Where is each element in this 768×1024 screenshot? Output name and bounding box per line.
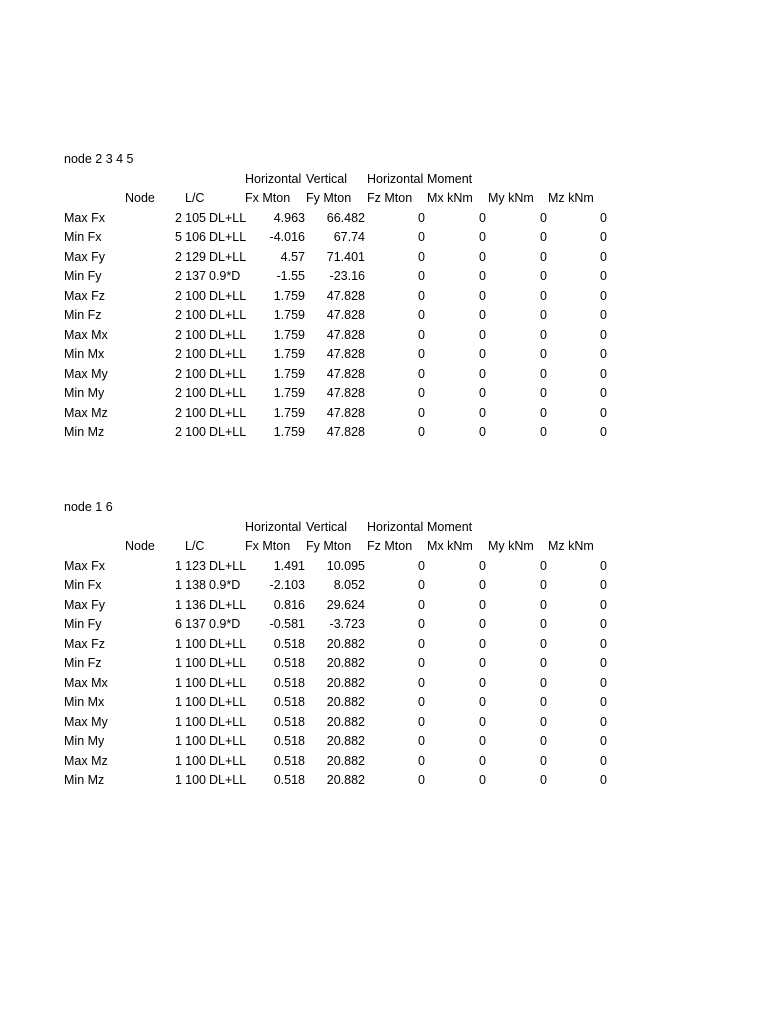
- cell-my: 0: [540, 578, 547, 592]
- cell-node: 1: [175, 734, 182, 748]
- table-row: [0, 248, 768, 268]
- cell-fy: 47.828: [326, 308, 365, 322]
- cell-my: 0: [540, 327, 547, 342]
- cell-mx: 0: [479, 597, 486, 612]
- row-label: Max Fz: [64, 288, 105, 303]
- cell-my: 0: [540, 695, 547, 709]
- cell-mx: 0: [479, 327, 486, 342]
- cell-node: 2: [175, 249, 182, 264]
- section-title: node 2 3 4 5: [64, 152, 134, 166]
- cell-fz: 0: [418, 347, 425, 361]
- cell-node: 1: [175, 558, 182, 573]
- cell-lc-name: DL+LL: [209, 210, 247, 225]
- cell-lc-number: 137: [185, 269, 206, 283]
- header-node: Node: [125, 539, 155, 553]
- group-header-row: [0, 170, 768, 190]
- cell-mx: 0: [479, 773, 486, 787]
- table-row: [0, 384, 768, 404]
- cell-fy: 47.828: [326, 347, 365, 361]
- cell-my: 0: [540, 675, 547, 690]
- table-row: [0, 326, 768, 346]
- group-header-horizontal: Horizontal: [245, 171, 302, 186]
- cell-fx: 4.963: [273, 210, 305, 225]
- cell-fx: 1.759: [273, 386, 305, 400]
- header-mx: Mx kNm: [427, 539, 473, 553]
- cell-fy: 10.095: [326, 558, 365, 573]
- cell-fz: 0: [418, 386, 425, 400]
- cell-my: 0: [540, 230, 547, 244]
- cell-lc-number: 100: [185, 366, 206, 381]
- cell-lc-number: 136: [185, 597, 206, 612]
- cell-fz: 0: [418, 753, 425, 768]
- cell-mz: 0: [600, 695, 607, 709]
- cell-node: 1: [175, 714, 182, 729]
- cell-lc-name: DL+LL: [209, 386, 247, 400]
- row-label: Max Mz: [64, 405, 108, 420]
- cell-node: 1: [175, 675, 182, 690]
- cell-node: 2: [175, 347, 182, 361]
- cell-lc-name: 0.9*D: [209, 269, 241, 283]
- cell-lc-number: 100: [185, 636, 206, 651]
- cell-fy: 20.882: [326, 773, 365, 787]
- group-header-horizontal: Horizontal: [245, 519, 302, 534]
- cell-lc-number: 100: [185, 714, 206, 729]
- row-label: Min Fy: [64, 269, 102, 283]
- cell-lc-number: 138: [185, 578, 206, 592]
- cell-mz: 0: [600, 636, 607, 651]
- table-row: [0, 732, 768, 752]
- cell-lc-number: 100: [185, 773, 206, 787]
- cell-node: 2: [175, 425, 182, 439]
- section-title-row: [0, 498, 768, 518]
- cell-lc-name: DL+LL: [209, 675, 247, 690]
- cell-mz: 0: [600, 578, 607, 592]
- row-label: Min Fx: [64, 578, 102, 592]
- cell-node: 1: [175, 636, 182, 651]
- row-label: Max Fz: [64, 636, 105, 651]
- cell-fx: 0.518: [273, 695, 305, 709]
- row-label: Min Fy: [64, 617, 102, 631]
- cell-lc-number: 100: [185, 734, 206, 748]
- row-label: Min Mz: [64, 773, 105, 787]
- cell-mz: 0: [600, 617, 607, 631]
- cell-my: 0: [540, 249, 547, 264]
- header-my: My kNm: [488, 191, 534, 205]
- cell-fx: -4.016: [269, 230, 305, 244]
- cell-fz: 0: [418, 288, 425, 303]
- header-fy: Fy Mton: [306, 191, 352, 205]
- column-header-row: [0, 189, 768, 209]
- cell-lc-name: DL+LL: [209, 308, 247, 322]
- cell-fy: 29.624: [326, 597, 365, 612]
- cell-mz: 0: [600, 773, 607, 787]
- cell-mz: 0: [600, 366, 607, 381]
- cell-my: 0: [540, 210, 547, 225]
- cell-lc-name: DL+LL: [209, 656, 247, 670]
- header-fx: Fx Mton: [245, 191, 291, 205]
- cell-fy: 20.882: [326, 714, 365, 729]
- table-row: [0, 267, 768, 287]
- cell-my: 0: [540, 558, 547, 573]
- table-row: [0, 654, 768, 674]
- cell-fx: -0.581: [269, 617, 305, 631]
- cell-node: 2: [175, 210, 182, 225]
- cell-mz: 0: [600, 210, 607, 225]
- cell-lc-name: DL+LL: [209, 249, 247, 264]
- cell-lc-name: 0.9*D: [209, 617, 241, 631]
- cell-mx: 0: [479, 617, 486, 631]
- cell-fz: 0: [418, 578, 425, 592]
- cell-lc-number: 100: [185, 405, 206, 420]
- group-header-moment: Moment: [427, 171, 473, 186]
- table-row: [0, 404, 768, 424]
- cell-mz: 0: [600, 386, 607, 400]
- row-label: Max Fx: [64, 210, 105, 225]
- cell-node: 2: [175, 269, 182, 283]
- cell-mz: 0: [600, 558, 607, 573]
- cell-node: 6: [175, 617, 182, 631]
- cell-node: 1: [175, 597, 182, 612]
- cell-node: 2: [175, 308, 182, 322]
- cell-mz: 0: [600, 734, 607, 748]
- table-row: [0, 596, 768, 616]
- cell-lc-number: 100: [185, 327, 206, 342]
- cell-fy: 66.482: [326, 210, 365, 225]
- cell-fy: 20.882: [326, 675, 365, 690]
- cell-fy: -23.16: [329, 269, 365, 283]
- cell-fz: 0: [418, 714, 425, 729]
- cell-fz: 0: [418, 210, 425, 225]
- cell-fx: 4.57: [280, 249, 305, 264]
- cell-fy: 47.828: [326, 425, 365, 439]
- cell-lc-name: DL+LL: [209, 734, 247, 748]
- cell-lc-name: DL+LL: [209, 230, 247, 244]
- cell-mz: 0: [600, 249, 607, 264]
- cell-my: 0: [540, 347, 547, 361]
- cell-mx: 0: [479, 288, 486, 303]
- cell-fy: 67.74: [333, 230, 365, 244]
- table-row: [0, 287, 768, 307]
- cell-fx: 1.759: [273, 327, 305, 342]
- cell-fy: 8.052: [333, 578, 365, 592]
- header-mz: Mz kNm: [548, 539, 594, 553]
- cell-fy: 20.882: [326, 636, 365, 651]
- cell-mx: 0: [479, 558, 486, 573]
- table-row: [0, 345, 768, 365]
- row-label: Min Fz: [64, 656, 102, 670]
- cell-lc-name: DL+LL: [209, 366, 247, 381]
- cell-mx: 0: [479, 734, 486, 748]
- cell-fz: 0: [418, 617, 425, 631]
- cell-mx: 0: [479, 636, 486, 651]
- cell-lc-number: 129: [185, 249, 206, 264]
- cell-mx: 0: [479, 675, 486, 690]
- row-label: Min Mz: [64, 425, 105, 439]
- cell-mz: 0: [600, 308, 607, 322]
- row-label: Min Fz: [64, 308, 102, 322]
- cell-mx: 0: [479, 308, 486, 322]
- cell-node: 1: [175, 695, 182, 709]
- row-label: Max Fy: [64, 597, 105, 612]
- cell-lc-name: DL+LL: [209, 288, 247, 303]
- row-label: Max Mz: [64, 753, 108, 768]
- cell-fy: 47.828: [326, 366, 365, 381]
- table-row: [0, 771, 768, 791]
- cell-fx: -2.103: [269, 578, 305, 592]
- cell-lc-number: 123: [185, 558, 206, 573]
- row-label: Max My: [64, 714, 108, 729]
- cell-my: 0: [540, 405, 547, 420]
- cell-mz: 0: [600, 405, 607, 420]
- cell-fx: 1.759: [273, 347, 305, 361]
- cell-fy: 47.828: [326, 288, 365, 303]
- cell-mz: 0: [600, 714, 607, 729]
- table-row: [0, 713, 768, 733]
- cell-mx: 0: [479, 386, 486, 400]
- cell-mx: 0: [479, 753, 486, 768]
- cell-node: 2: [175, 386, 182, 400]
- row-label: Max Fx: [64, 558, 105, 573]
- cell-fx: 1.759: [273, 405, 305, 420]
- cell-fy: 20.882: [326, 695, 365, 709]
- cell-fx: 0.816: [273, 597, 305, 612]
- section-title: node 1 6: [64, 500, 113, 514]
- cell-mz: 0: [600, 656, 607, 670]
- cell-lc-number: 100: [185, 675, 206, 690]
- cell-fy: 47.828: [326, 327, 365, 342]
- table-row: [0, 693, 768, 713]
- cell-lc-number: 100: [185, 425, 206, 439]
- cell-fy: 47.828: [326, 405, 365, 420]
- cell-mx: 0: [479, 656, 486, 670]
- cell-my: 0: [540, 753, 547, 768]
- cell-fx: 0.518: [273, 656, 305, 670]
- row-label: Min Fx: [64, 230, 102, 244]
- cell-fx: 0.518: [273, 773, 305, 787]
- cell-fz: 0: [418, 558, 425, 573]
- cell-mx: 0: [479, 210, 486, 225]
- cell-lc-name: DL+LL: [209, 714, 247, 729]
- row-label: Min Mx: [64, 695, 105, 709]
- cell-lc-name: DL+LL: [209, 558, 247, 573]
- cell-lc-name: DL+LL: [209, 597, 247, 612]
- cell-lc-name: DL+LL: [209, 636, 247, 651]
- table-row: [0, 576, 768, 596]
- cell-fz: 0: [418, 773, 425, 787]
- row-label: Max My: [64, 366, 108, 381]
- table-row: [0, 615, 768, 635]
- cell-mx: 0: [479, 230, 486, 244]
- cell-node: 2: [175, 366, 182, 381]
- header-lc: L/C: [185, 191, 205, 205]
- cell-mz: 0: [600, 425, 607, 439]
- cell-lc-name: DL+LL: [209, 695, 247, 709]
- header-node: Node: [125, 191, 155, 205]
- section-title-row: [0, 150, 768, 170]
- cell-fz: 0: [418, 597, 425, 612]
- header-my: My kNm: [488, 539, 534, 553]
- cell-node: 1: [175, 656, 182, 670]
- cell-mz: 0: [600, 675, 607, 690]
- cell-fy: 71.401: [326, 249, 365, 264]
- cell-lc-name: DL+LL: [209, 425, 247, 439]
- cell-fx: 1.759: [273, 308, 305, 322]
- group-header-horizontal-2: Horizontal: [367, 519, 424, 534]
- cell-fz: 0: [418, 405, 425, 420]
- column-header-row: [0, 537, 768, 557]
- cell-node: 5: [175, 230, 182, 244]
- cell-fy: 47.828: [326, 386, 365, 400]
- cell-fz: 0: [418, 675, 425, 690]
- cell-fx: 0.518: [273, 714, 305, 729]
- header-fx: Fx Mton: [245, 539, 291, 553]
- cell-fz: 0: [418, 734, 425, 748]
- table-row: [0, 674, 768, 694]
- header-fy: Fy Mton: [306, 539, 352, 553]
- cell-fx: 1.759: [273, 366, 305, 381]
- row-label: Max Fy: [64, 249, 105, 264]
- row-label: Max Mx: [64, 675, 108, 690]
- cell-mz: 0: [600, 327, 607, 342]
- row-label: Max Mx: [64, 327, 108, 342]
- cell-mx: 0: [479, 405, 486, 420]
- cell-lc-name: 0.9*D: [209, 578, 241, 592]
- cell-lc-number: 137: [185, 617, 206, 631]
- cell-mz: 0: [600, 230, 607, 244]
- cell-fx: 0.518: [273, 636, 305, 651]
- cell-fy: 20.882: [326, 753, 365, 768]
- cell-mz: 0: [600, 753, 607, 768]
- cell-fz: 0: [418, 308, 425, 322]
- table-row: [0, 557, 768, 577]
- group-header-moment: Moment: [427, 519, 473, 534]
- cell-node: 1: [175, 753, 182, 768]
- cell-my: 0: [540, 734, 547, 748]
- header-lc: L/C: [185, 539, 205, 553]
- row-label: Min My: [64, 386, 105, 400]
- cell-mz: 0: [600, 269, 607, 283]
- cell-lc-number: 100: [185, 347, 206, 361]
- table-row: [0, 228, 768, 248]
- cell-fx: 0.518: [273, 734, 305, 748]
- cell-lc-name: DL+LL: [209, 773, 247, 787]
- cell-my: 0: [540, 386, 547, 400]
- cell-mz: 0: [600, 597, 607, 612]
- cell-node: 2: [175, 405, 182, 420]
- table-row: [0, 365, 768, 385]
- table-row: [0, 209, 768, 229]
- cell-lc-name: DL+LL: [209, 753, 247, 768]
- row-label: Min My: [64, 734, 105, 748]
- cell-fz: 0: [418, 425, 425, 439]
- table-row: [0, 635, 768, 655]
- cell-node: 1: [175, 773, 182, 787]
- cell-lc-number: 100: [185, 308, 206, 322]
- cell-lc-name: DL+LL: [209, 405, 247, 420]
- cell-mx: 0: [479, 249, 486, 264]
- cell-fz: 0: [418, 695, 425, 709]
- cell-mx: 0: [479, 347, 486, 361]
- cell-lc-name: DL+LL: [209, 347, 247, 361]
- cell-my: 0: [540, 617, 547, 631]
- cell-lc-number: 100: [185, 288, 206, 303]
- cell-lc-number: 100: [185, 386, 206, 400]
- header-mz: Mz kNm: [548, 191, 594, 205]
- cell-mx: 0: [479, 578, 486, 592]
- cell-mx: 0: [479, 366, 486, 381]
- cell-node: 2: [175, 327, 182, 342]
- cell-node: 2: [175, 288, 182, 303]
- cell-my: 0: [540, 366, 547, 381]
- table-row: [0, 306, 768, 326]
- cell-lc-number: 100: [185, 753, 206, 768]
- cell-my: 0: [540, 425, 547, 439]
- cell-fz: 0: [418, 366, 425, 381]
- cell-fy: 20.882: [326, 734, 365, 748]
- table-row: [0, 752, 768, 772]
- cell-my: 0: [540, 636, 547, 651]
- cell-lc-number: 100: [185, 695, 206, 709]
- cell-my: 0: [540, 773, 547, 787]
- header-mx: Mx kNm: [427, 191, 473, 205]
- group-header-row: [0, 518, 768, 538]
- cell-my: 0: [540, 288, 547, 303]
- cell-mz: 0: [600, 347, 607, 361]
- cell-my: 0: [540, 714, 547, 729]
- cell-fz: 0: [418, 656, 425, 670]
- table-row: [0, 423, 768, 443]
- cell-fy: 20.882: [326, 656, 365, 670]
- cell-my: 0: [540, 308, 547, 322]
- cell-lc-number: 106: [185, 230, 206, 244]
- cell-mx: 0: [479, 695, 486, 709]
- cell-my: 0: [540, 269, 547, 283]
- header-fz: Fz Mton: [367, 191, 413, 205]
- cell-fz: 0: [418, 327, 425, 342]
- cell-mx: 0: [479, 714, 486, 729]
- cell-fz: 0: [418, 269, 425, 283]
- group-header-vertical: Vertical: [306, 519, 347, 534]
- cell-lc-number: 105: [185, 210, 206, 225]
- cell-lc-number: 100: [185, 656, 206, 670]
- group-header-vertical: Vertical: [306, 171, 347, 186]
- cell-fx: 1.759: [273, 288, 305, 303]
- cell-node: 1: [175, 578, 182, 592]
- header-fz: Fz Mton: [367, 539, 413, 553]
- cell-fx: -1.55: [276, 269, 305, 283]
- cell-fx: 0.518: [273, 675, 305, 690]
- cell-fz: 0: [418, 230, 425, 244]
- cell-mz: 0: [600, 288, 607, 303]
- cell-fx: 1.759: [273, 425, 305, 439]
- cell-my: 0: [540, 597, 547, 612]
- group-header-horizontal-2: Horizontal: [367, 171, 424, 186]
- cell-mx: 0: [479, 425, 486, 439]
- cell-fz: 0: [418, 249, 425, 264]
- cell-fy: -3.723: [329, 617, 365, 631]
- cell-lc-name: DL+LL: [209, 327, 247, 342]
- cell-fx: 0.518: [273, 753, 305, 768]
- cell-fx: 1.491: [273, 558, 305, 573]
- cell-fz: 0: [418, 636, 425, 651]
- cell-mx: 0: [479, 269, 486, 283]
- row-label: Min Mx: [64, 347, 105, 361]
- cell-my: 0: [540, 656, 547, 670]
